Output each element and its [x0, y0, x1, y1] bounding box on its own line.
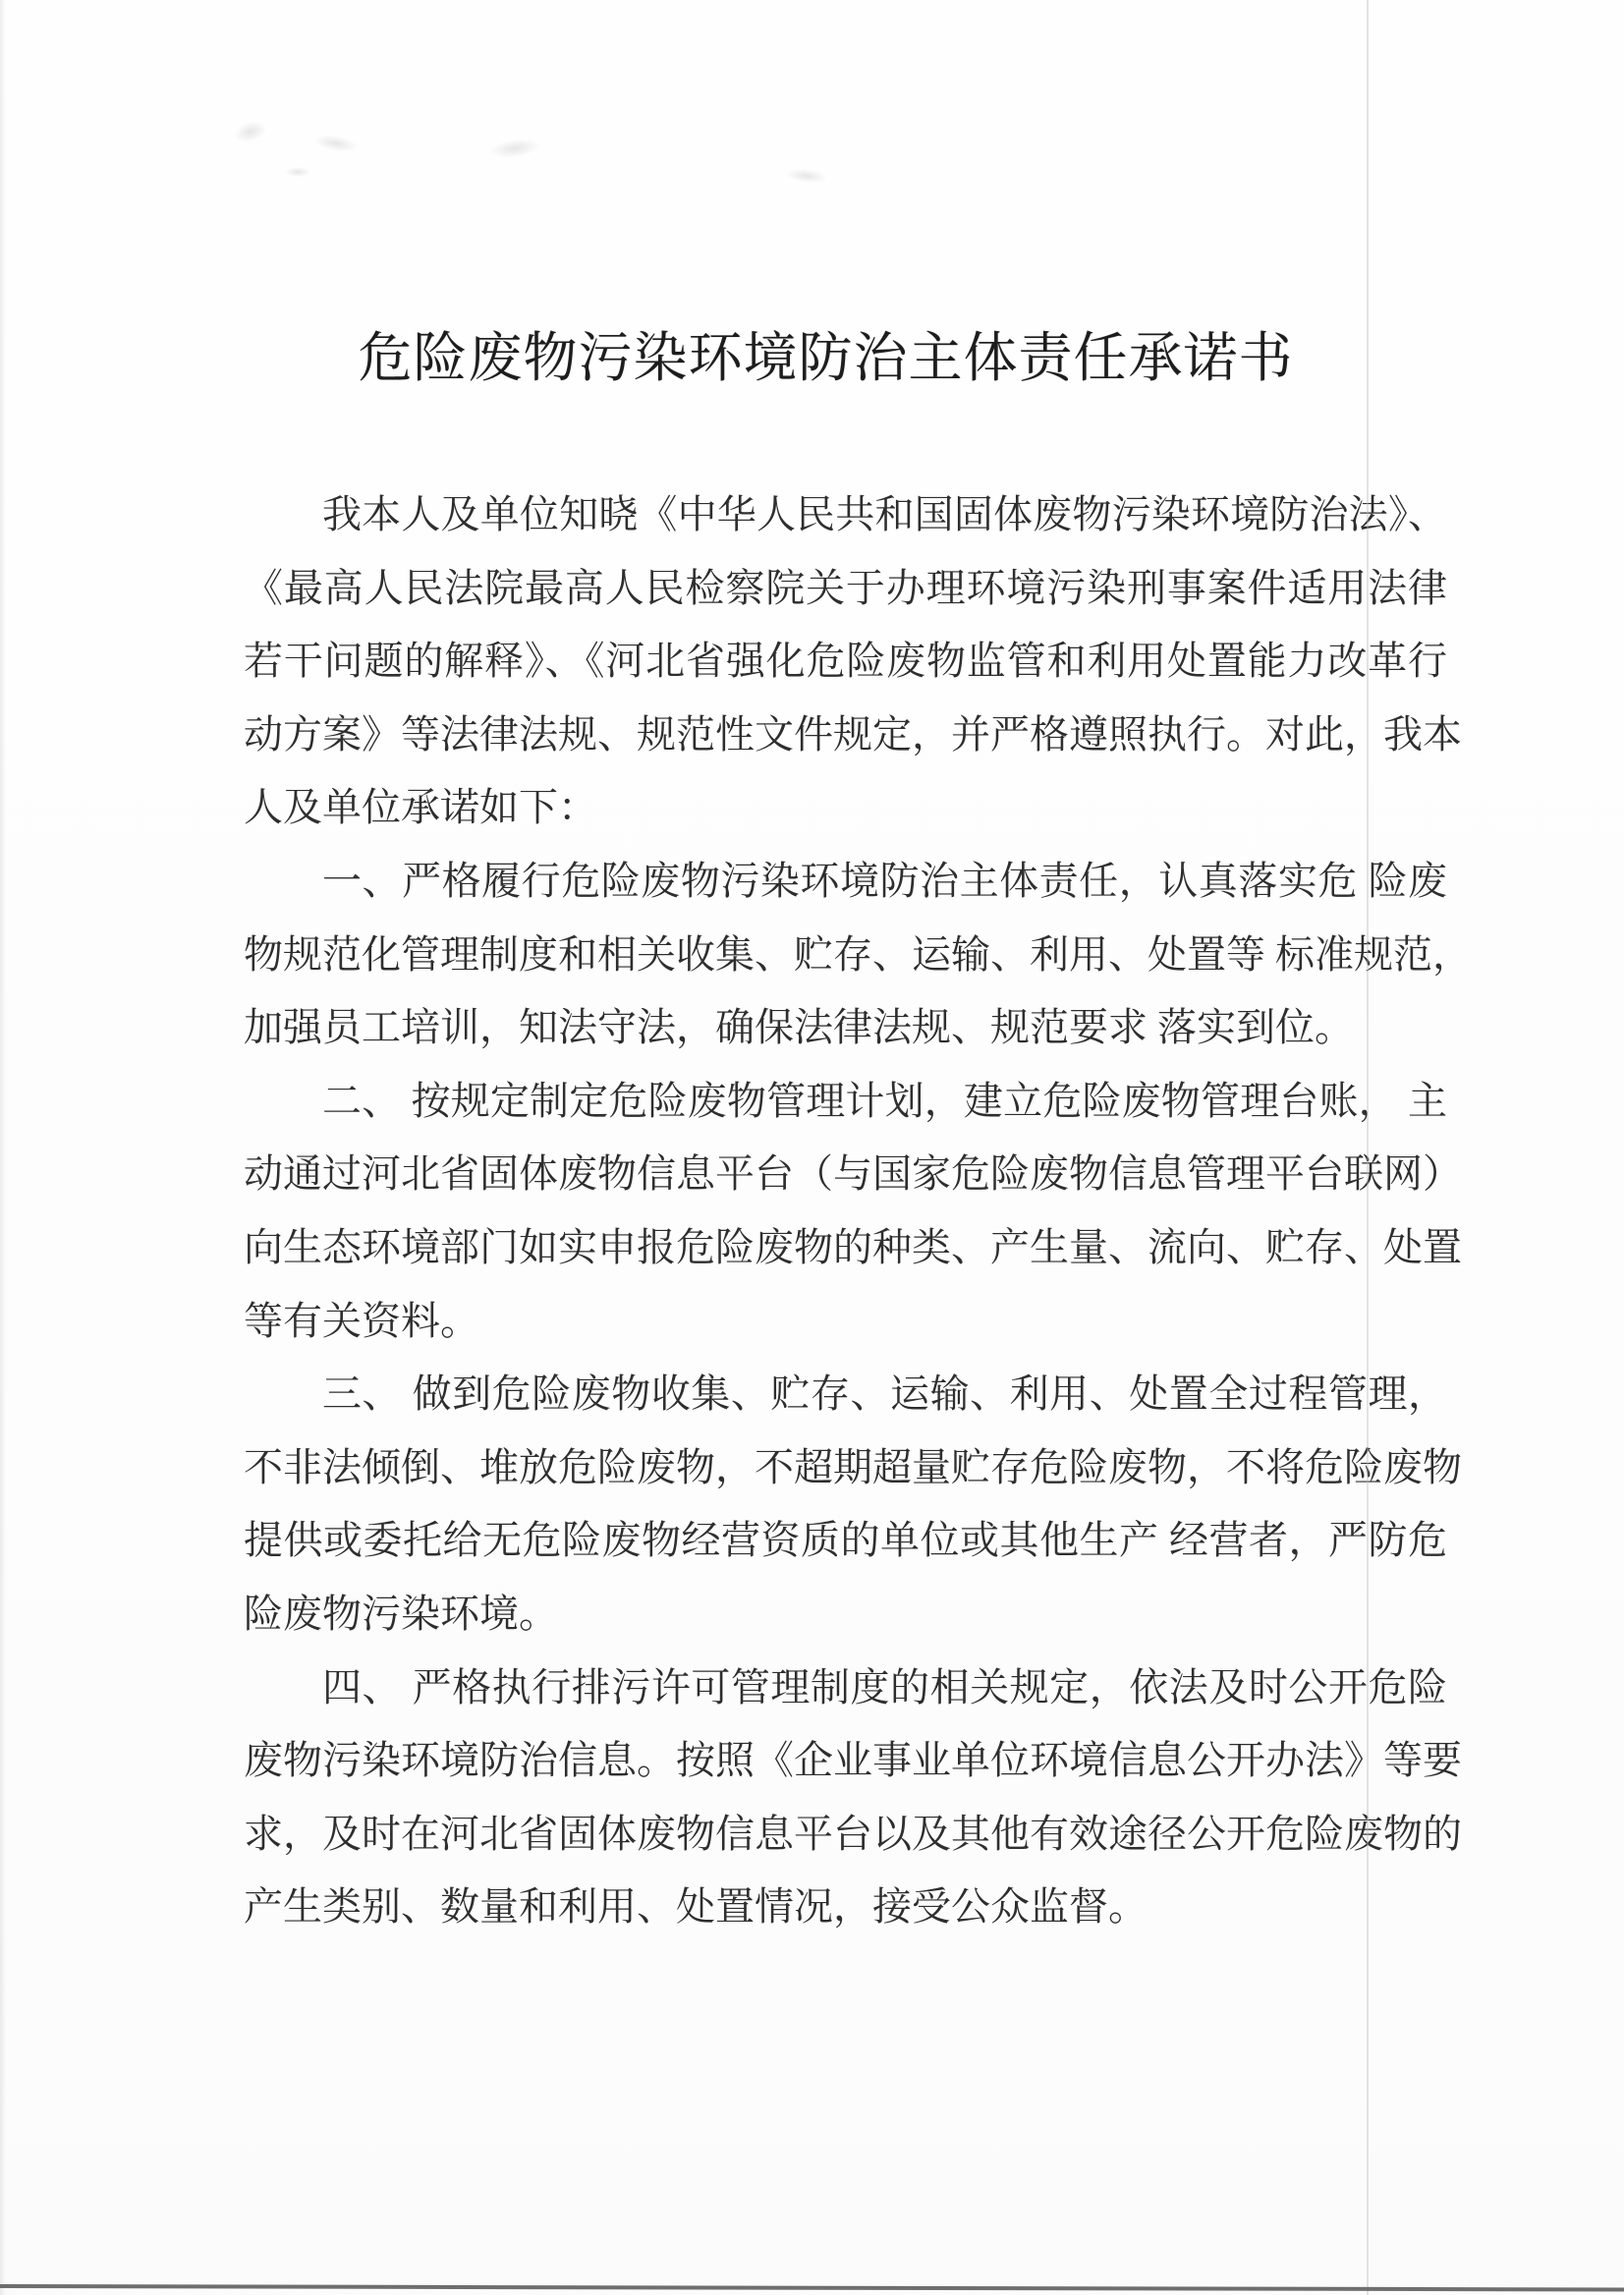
document-line: 等有关资料。 [244, 1298, 479, 1343]
document-body [244, 478, 1472, 1944]
document-line: 向生态环境部门如实申报危险废物的种类、产生量、流向、贮存、处置 [244, 1224, 1462, 1269]
scan-vertical-line-artifact [1367, 0, 1369, 2295]
document-line: 四、 严格执行排污许可管理制度的相关规定，依法及时公开危险 [322, 1664, 1447, 1709]
document-line: 物规范化管理制度和相关收集、贮存、运输、利用、处置等 标准规范， [244, 931, 1472, 977]
document-line: 一、严格履行危险废物污染环境防治主体责任，认真落实危 险废 [322, 858, 1447, 903]
document-title: 危险废物污染环境防治主体责任承诺书 [358, 328, 1294, 388]
document-line: 险废物污染环境。 [244, 1591, 558, 1636]
document-line: 三、 做到危险废物收集、贮存、运输、利用、处置全过程管理， [322, 1371, 1447, 1417]
document-line: 若干问题的解释》、《河北省强化危险废物监管和利用处置能力改革行 [244, 639, 1447, 684]
document-line: 我本人及单位知晓《中华人民共和国固体废物污染环境防治法》、 [322, 492, 1447, 536]
scan-smudge [488, 136, 541, 160]
document-line: 人及单位承诺如下： [244, 785, 597, 830]
document-line: 动通过河北省固体废物信息平台（与国家危险废物信息管理平台联网） [244, 1151, 1462, 1197]
document-line: 二、 按规定制定危险废物管理计划，建立危险废物管理台账， 主 [322, 1078, 1447, 1123]
document-line: 不非法倾倒、堆放危险废物，不超期超量贮存危险废物，不将危险废物 [244, 1444, 1462, 1489]
scan-smudge [785, 167, 827, 185]
document-line: 《最高人民法院最高人民检察院关于办理环境污染刑事案件适用法律 [244, 565, 1447, 610]
document-line: 废物污染环境防治信息。按照《企业事业单位环境信息公开办法》等要 [244, 1738, 1462, 1783]
scan-bottom-edge-line [0, 2284, 1624, 2291]
document-line: 产生类别、数量和利用、处置情况，接受公众监督。 [244, 1884, 1148, 1930]
scan-left-edge-artifact [0, 0, 6, 2295]
document-line: 动方案》等法律法规、规范性文件规定，并严格遵照执行。对此，我本 [244, 711, 1462, 756]
document-line: 求，及时在河北省固体废物信息平台以及其他有效途径公开危险废物的 [244, 1811, 1462, 1856]
document-line: 提供或委托给无危险废物经营资质的单位或其他生产 经营者，严防危 [244, 1518, 1447, 1563]
document-line: 加强员工培训，知法守法，确保法律法规、规范要求 落实到位。 [244, 1005, 1354, 1050]
scan-smudge [285, 167, 310, 177]
scan-smudge [313, 132, 359, 154]
scan-smudge [232, 117, 270, 146]
